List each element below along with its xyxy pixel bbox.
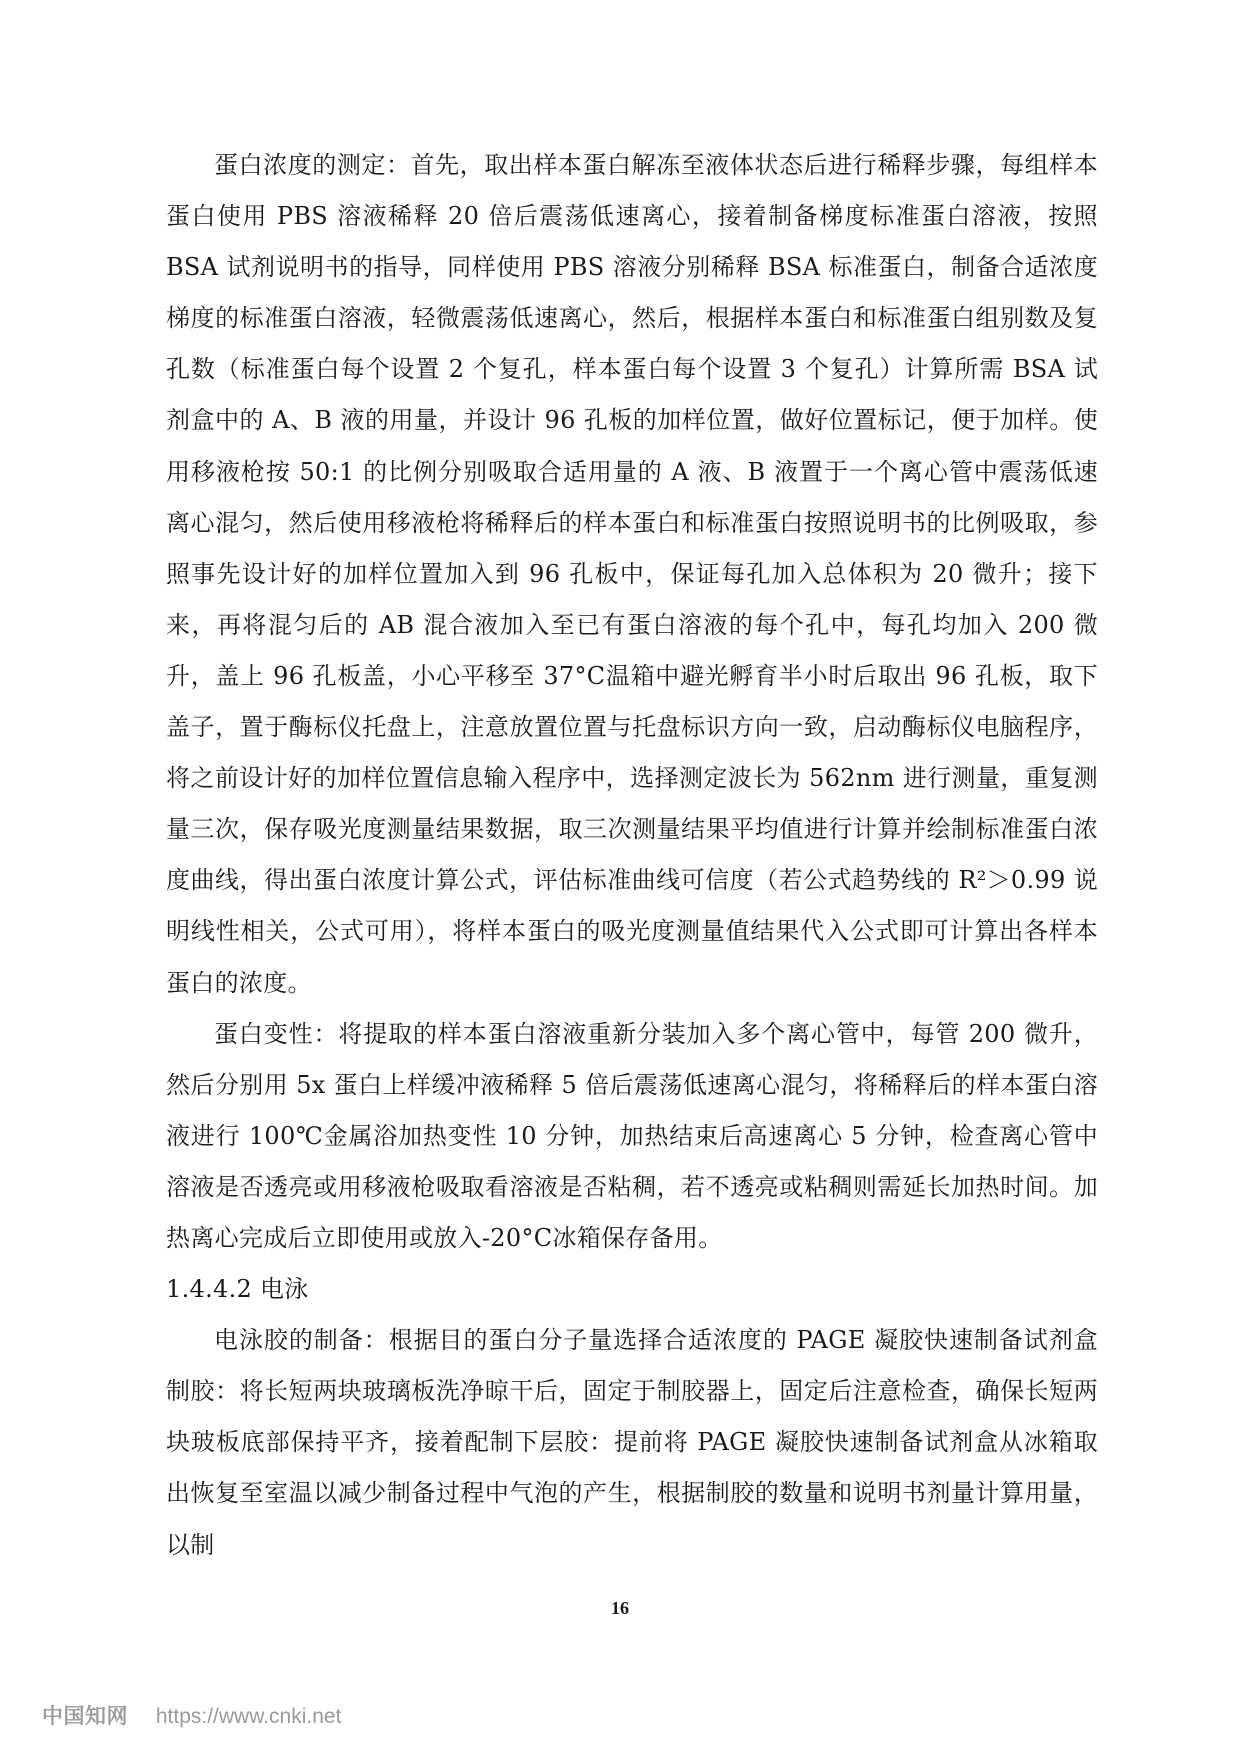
page-body	[166, 140, 1098, 1571]
section-heading: 1.4.4.2 电泳	[166, 1275, 309, 1304]
watermark-footer	[42, 1700, 341, 1730]
cnki-brand: 中国知网	[42, 1705, 128, 1728]
page-number: 16	[611, 1598, 629, 1618]
paragraph-protein-denaturation: 蛋白变性：将提取的样本蛋白溶液重新分装加入多个离心管中，每管 200 微升，然后分别用 5x 蛋白上样缓冲液稀释 5 倍后震荡低速离心混匀，将稀释后的样本蛋白溶液进行 100℃金属浴加热变性 10 分钟，加热结束后高速离心 5 分钟，检查离心管中溶液是否透亮或用移液枪吸取看溶液是否粘稠，若不透亮或粘稠则需延长加热时间。加热离心完成后立即使用或放入-20°C冰箱保存备用。	[166, 1019, 1098, 1252]
paragraph-gel-preparation: 电泳胶的制备：根据目的蛋白分子量选择合适浓度的 PAGE 凝胶快速制备试剂盒制胶：将长短两块玻璃板洗净晾干后，固定于制胶器上，固定后注意检查，确保长短两块玻板底部保持平齐，接着配制下层胶：提前将 PAGE 凝胶快速制备试剂盒从冰箱取出恢复至室温以减少制备过程中气泡的产生，根据制胶的数量和说明书剂量计算用量，以制	[166, 1326, 1098, 1559]
paragraph-protein-concentration: 蛋白浓度的测定：首先，取出样本蛋白解冻至液体状态后进行稀释步骤，每组样本蛋白使用 PBS 溶液稀释 20 倍后震荡低速离心，接着制备梯度标准蛋白溶液，按照 BSA 试剂说明书的指导，同样使用 PBS 溶液分别稀释 BSA 标准蛋白，制备合适浓度梯度的标准蛋白溶液，轻微震荡低速离心，然后，根据样本蛋白和标准蛋白组别数及复孔数（标准蛋白每个设置 2 个复孔，样本蛋白每个设置 3 个复孔）计算所需 BSA 试剂盒中的 A、B 液的用量，并设计 96 孔板的加样位置，做好位置标记，便于加样。使用移液枪按 50:1 的比例分别吸取合适用量的 A 液、B 液置于一个离心管中震荡低速离心混匀，然后使用移液枪将稀释后的样本蛋白和标准蛋白按照说明书的比例吸取，参照事先设计好的加样位置加入到 96 孔板中，保证每孔加入总体积为 20 微升；接下来，再将混匀后的 AB 混合液加入至已有蛋白溶液的每个孔中，每孔均加入 200 微升，盖上 96 孔板盖，小心平移至 37°C温箱中避光孵育半小时后取出 96 孔板，取下盖子，置于酶标仪托盘上，注意放置位置与托盘标识方向一致，启动酶标仪电脑程序，将之前设计好的加样位置信息输入程序中，选择测定波长为 562nm 进行测量，重复测量三次，保存吸光度测量结果数据，取三次测量结果平均值进行计算并绘制标准蛋白浓度曲线，得出蛋白浓度计算公式，评估标准曲线可信度（若公式趋势线的 R²＞0.99 说明线性相关，公式可用），将样本蛋白的吸光度测量值结果代入公式即可计算出各样本蛋白的浓度。	[166, 151, 1098, 997]
cnki-url[interactable]: https://www.cnki.net	[155, 1705, 342, 1728]
